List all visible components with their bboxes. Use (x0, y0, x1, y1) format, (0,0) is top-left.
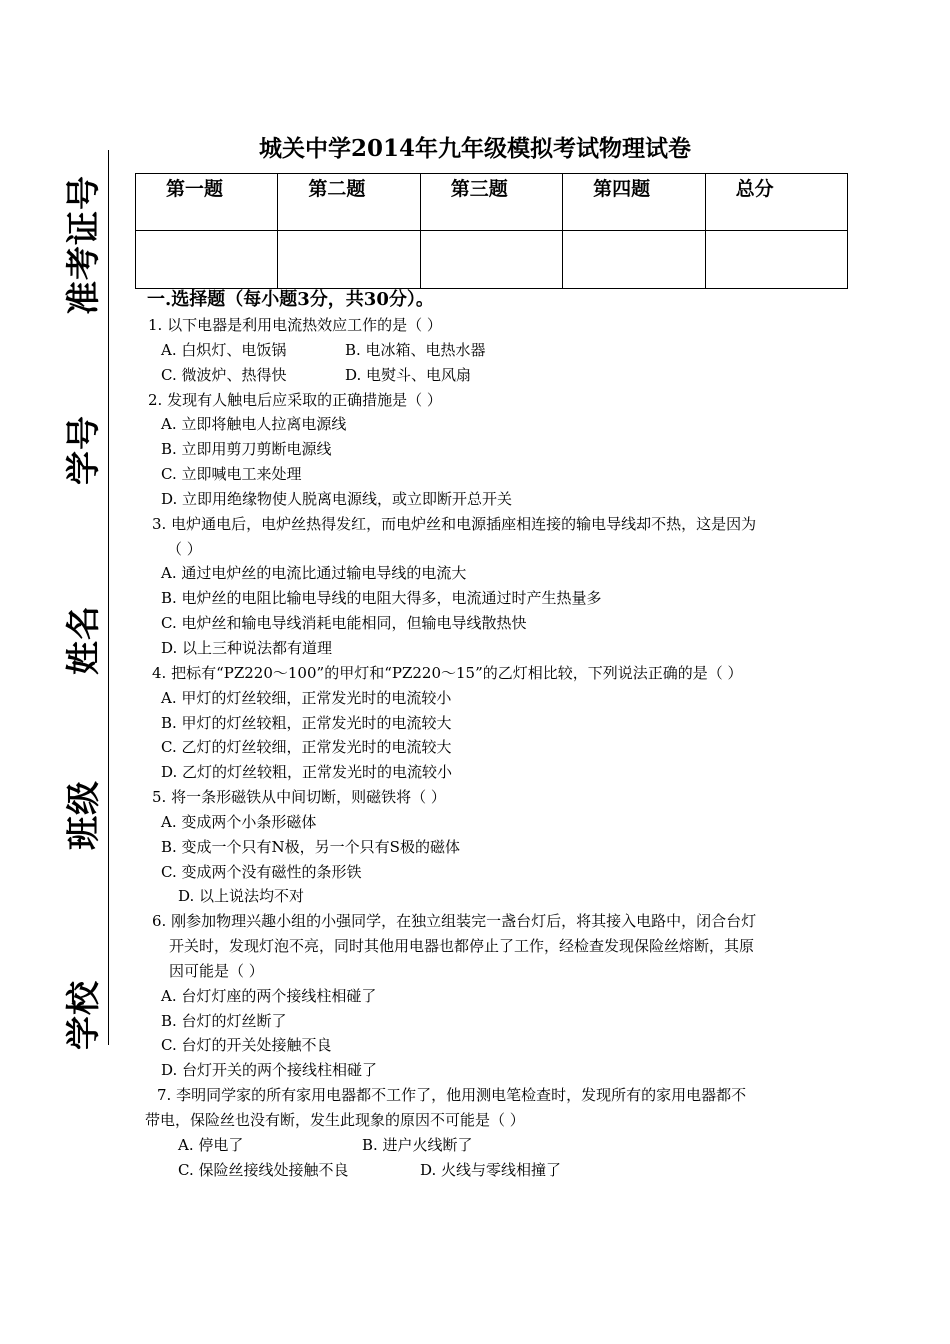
option-b: B. 电冰箱、电热水器 (345, 340, 486, 359)
option-b: B. 甲灯的灯丝较粗，正常发光时的电流较大 (161, 713, 452, 732)
score-table (135, 173, 848, 289)
option-d: D. 以上说法均不对 (178, 887, 305, 906)
option-b: B. 立即用剪刀剪断电源线 (161, 440, 332, 459)
score-cell (705, 231, 847, 289)
option-d: D. 火线与零线相撞了 (420, 1160, 562, 1179)
option-a: A. 台灯灯座的两个接线柱相碰了 (161, 986, 377, 1005)
question-6-line-2: 开关时，发现灯泡不亮，同时其他用电器也都停止了工作，经检查发现保险丝熔断，其原 (169, 937, 755, 956)
option-c: C. 变成两个没有磁性的条形铁 (161, 862, 362, 881)
label-name: 姓名 (64, 605, 104, 675)
score-header-q2: 第二题 (278, 174, 420, 231)
score-cell (136, 231, 278, 289)
question-3: 3. 电炉通电后，电炉丝热得发红，而电炉丝和电源插座相连接的输电导线却不热，这是因为 (152, 514, 757, 533)
option-b: B. 进户火线断了 (362, 1135, 473, 1154)
option-a: A. 停电了 (178, 1135, 244, 1154)
score-blank-row (136, 231, 848, 289)
question-7: 7. 李明同学家的所有家用电器都不工作了，他用测电笔检查时，发现所有的家用电器都不 (157, 1086, 747, 1105)
binding-margin (52, 130, 118, 1050)
score-header-row (136, 174, 848, 231)
question-6-line-3: 因可能是（ ） (169, 961, 264, 980)
label-school: 学校 (64, 980, 104, 1050)
binding-labels (52, 130, 118, 1050)
score-cell (278, 231, 420, 289)
question-6: 6. 刚参加物理兴趣小组的小强同学，在独立组装完一盏台灯后，将其接入电路中，闭合台灯 (152, 912, 757, 931)
option-c: C. 微波炉、热得快 (161, 365, 287, 384)
page-title: 城关中学2014年九年级模拟考试物理试卷 (258, 135, 691, 162)
score-cell (563, 231, 705, 289)
question-section (145, 288, 825, 1183)
option-b: B. 变成一个只有N极，另一个只有S极的磁体 (161, 837, 460, 856)
option-b: B. 台灯的灯丝断了 (161, 1011, 287, 1030)
option-a: A. 变成两个小条形磁体 (161, 812, 317, 831)
option-d: D. 台灯开关的两个接线柱相碰了 (161, 1061, 378, 1080)
option-c: C. 电炉丝和输电导线消耗电能相同，但输电导线散热快 (161, 614, 527, 633)
question-5: 5. 将一条形磁铁从中间切断，则磁铁将（ ） (152, 788, 446, 807)
options-row (145, 1158, 825, 1183)
question-2: 2. 发现有人触电后应采取的正确措施是（ ） (148, 390, 442, 409)
label-student-no: 学号 (64, 415, 104, 485)
option-d: D. 乙灯的灯丝较粗，正常发光时的电流较小 (161, 763, 453, 782)
label-exam-no: 准考证号 (64, 175, 104, 315)
option-d: D. 立即用绝缘物使人脱离电源线，或立即断开总开关 (161, 489, 513, 508)
option-c: C. 乙灯的灯丝较细，正常发光时的电流较大 (161, 738, 452, 757)
question-1: 1. 以下电器是利用电流热效应工作的是（ ） (148, 316, 442, 334)
section-heading: 一.选择题（每小题3分，共30分）。 (147, 289, 434, 310)
option-c: C. 立即喊电工来处理 (161, 465, 302, 484)
question-4: 4. 把标有“PZ220～100”的甲灯和“PZ220～15”的乙灯相比较，下列说法正确的是（ ） (152, 663, 743, 682)
option-c: C. 保险丝接线处接触不良 (178, 1160, 349, 1179)
option-b: B. 电炉丝的电阻比输电导线的电阻大得多，电流通过时产生热量多 (161, 589, 602, 608)
score-header-q1: 第一题 (136, 174, 278, 231)
options-row (145, 363, 825, 388)
question-7-line-2: 带电，保险丝也没有断，发生此现象的原因不可能是（ ） (145, 1111, 525, 1129)
options-row (145, 1133, 825, 1158)
option-a: A. 通过电炉丝的电流比通过输电导线的电流大 (161, 564, 467, 583)
option-c: C. 台灯的开关处接触不良 (161, 1036, 332, 1055)
score-header-total: 总分 (705, 174, 847, 231)
question-3-bracket: （ ） (167, 539, 202, 558)
option-d: D. 以上三种说法都有道理 (161, 638, 333, 657)
option-a: A. 白炽灯、电饭锅 (161, 340, 287, 359)
option-a: A. 甲灯的灯丝较细，正常发光时的电流较小 (161, 688, 452, 707)
score-cell (420, 231, 562, 289)
option-d: D. 电熨斗、电风扇 (345, 365, 472, 384)
label-class: 班级 (64, 780, 104, 850)
options-row (145, 338, 825, 363)
score-header-q4: 第四题 (563, 174, 705, 231)
score-header-q3: 第三题 (420, 174, 562, 231)
option-a: A. 立即将触电人拉离电源线 (161, 415, 347, 434)
